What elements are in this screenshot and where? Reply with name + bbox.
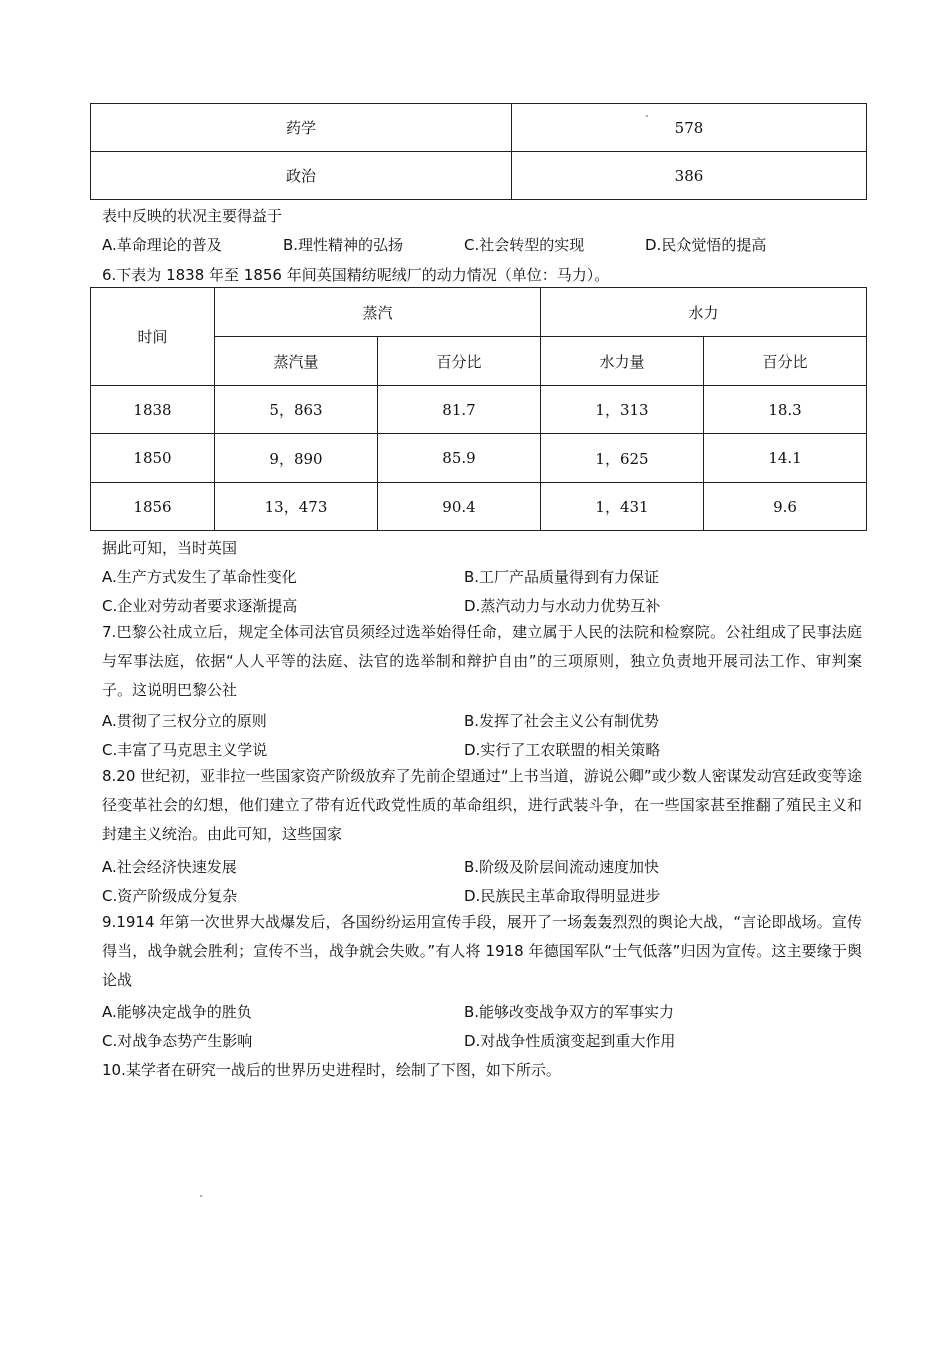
q5-option-b: B.理性精神的弘扬 (283, 236, 404, 254)
steam-percent-cell: 81.7 (378, 386, 541, 434)
q6-stem: 6.下表为 1838 年至 1856 年间英国精纺呢绒厂的动力情况（单位：马力）。 (102, 266, 610, 284)
table-header-row (91, 288, 867, 337)
steam-header: 蒸汽 (215, 288, 541, 337)
water-amount-header: 水力量 (541, 337, 704, 386)
table-row (91, 434, 867, 483)
q5-option-a: A.革命理论的普及 (102, 236, 222, 254)
q9-option-d: D.对战争性质演变起到重大作用 (464, 1032, 676, 1050)
steam-amount-cell: 9，890 (215, 434, 378, 483)
steam-percent-cell: 85.9 (378, 434, 541, 483)
subject-cell: 政治 (91, 152, 512, 200)
q8-option-d: D.民族民主革命取得明显进步 (464, 887, 661, 905)
q6-conclusion: 据此可知，当时英国 (102, 539, 238, 557)
water-percent-cell: 14.1 (704, 434, 867, 483)
water-percent-cell: 9.6 (704, 483, 867, 531)
q8-option-b: B.阶级及阶层间流动速度加快 (464, 858, 660, 876)
q7-option-b: B.发挥了社会主义公有制优势 (464, 712, 660, 730)
steam-amount-cell: 13，473 (215, 483, 378, 531)
water-amount-cell: 1，431 (541, 483, 704, 531)
water-amount-cell: 1，625 (541, 434, 704, 483)
q6-option-b: B.工厂产品质量得到有力保证 (464, 568, 660, 586)
steam-amount-header: 蒸汽量 (215, 337, 378, 386)
q7-option-a: A.贯彻了三权分立的原则 (102, 712, 267, 730)
water-header: 水力 (541, 288, 867, 337)
water-amount-cell: 1，313 (541, 386, 704, 434)
subject-cell: 药学 (91, 104, 512, 152)
q6-option-a: A.生产方式发生了革命性变化 (102, 568, 297, 586)
subject-table (90, 103, 867, 200)
q9-stem: 9.1914 年第一次世界大战爆发后，各国纷纷运用宣传手段，展开了一场轰轰烈烈的舆论大战，“言论即战场。宣传得当，战争就会胜利；宣传不当，战争就会失败。”有人将 1918 年德国军队“士气低落”归因为宣传。这主要缘于舆论战 (102, 913, 862, 989)
steam-percent-header: 百分比 (378, 337, 541, 386)
q5-stem: 表中反映的状况主要得益于 (102, 207, 283, 225)
time-header: 时间 (91, 288, 215, 386)
q9-option-b: B.能够改变战争双方的军事实力 (464, 1003, 675, 1021)
q8-option-a: A.社会经济快速发展 (102, 858, 237, 876)
q10-stem: 10.某学者在研究一战后的世界历史进程时，绘制了下图，如下所示。 (102, 1061, 561, 1079)
q9-option-c: C.对战争态势产生影响 (102, 1032, 253, 1050)
table-row (91, 152, 867, 200)
value-cell: 386 (512, 152, 867, 200)
q7-stem: 7.巴黎公社成立后，规定全体司法官员须经过选举始得任命，建立属于人民的法院和检察院。公社组成了民事法庭与军事法庭，依据“人人平等的法庭、法官的选举制和辩护自由”的三项原则，独立负责地开展司法工作、审判案子。这说明巴黎公社 (102, 623, 862, 699)
table-row (91, 483, 867, 531)
steam-percent-cell: 90.4 (378, 483, 541, 531)
steam-amount-cell: 5，863 (215, 386, 378, 434)
water-percent-header: 百分比 (704, 337, 867, 386)
value-cell: 578 (512, 104, 867, 152)
power-table (90, 287, 867, 531)
table-row (91, 104, 867, 152)
q8-stem: 8.20 世纪初，亚非拉一些国家资产阶级放弃了先前企望通过“上书当道，游说公卿”或少数人密谋发动宫廷政变等途径变革社会的幻想，他们建立了带有近代政党性质的革命组织，进行武装斗争，在一些国家甚至推翻了殖民主义和封建主义统治。由此可知，这些国家 (102, 767, 862, 843)
q8-option-c: C.资产阶级成分复杂 (102, 887, 238, 905)
q5-option-d: D.民众觉悟的提高 (645, 236, 767, 254)
q7-option-d: D.实行了工农联盟的相关策略 (464, 741, 661, 759)
table-row (91, 386, 867, 434)
year-cell: 1838 (91, 386, 215, 434)
year-cell: 1856 (91, 483, 215, 531)
q9-option-a: A.能够决定战争的胜负 (102, 1003, 252, 1021)
scan-dot (200, 1195, 202, 1197)
water-percent-cell: 18.3 (704, 386, 867, 434)
q7-option-c: C.丰富了马克思主义学说 (102, 741, 268, 759)
q6-option-d: D.蒸汽动力与水动力优势互补 (464, 597, 661, 615)
q6-option-c: C.企业对劳动者要求逐渐提高 (102, 597, 298, 615)
q5-option-c: C.社会转型的实现 (464, 236, 585, 254)
year-cell: 1850 (91, 434, 215, 483)
